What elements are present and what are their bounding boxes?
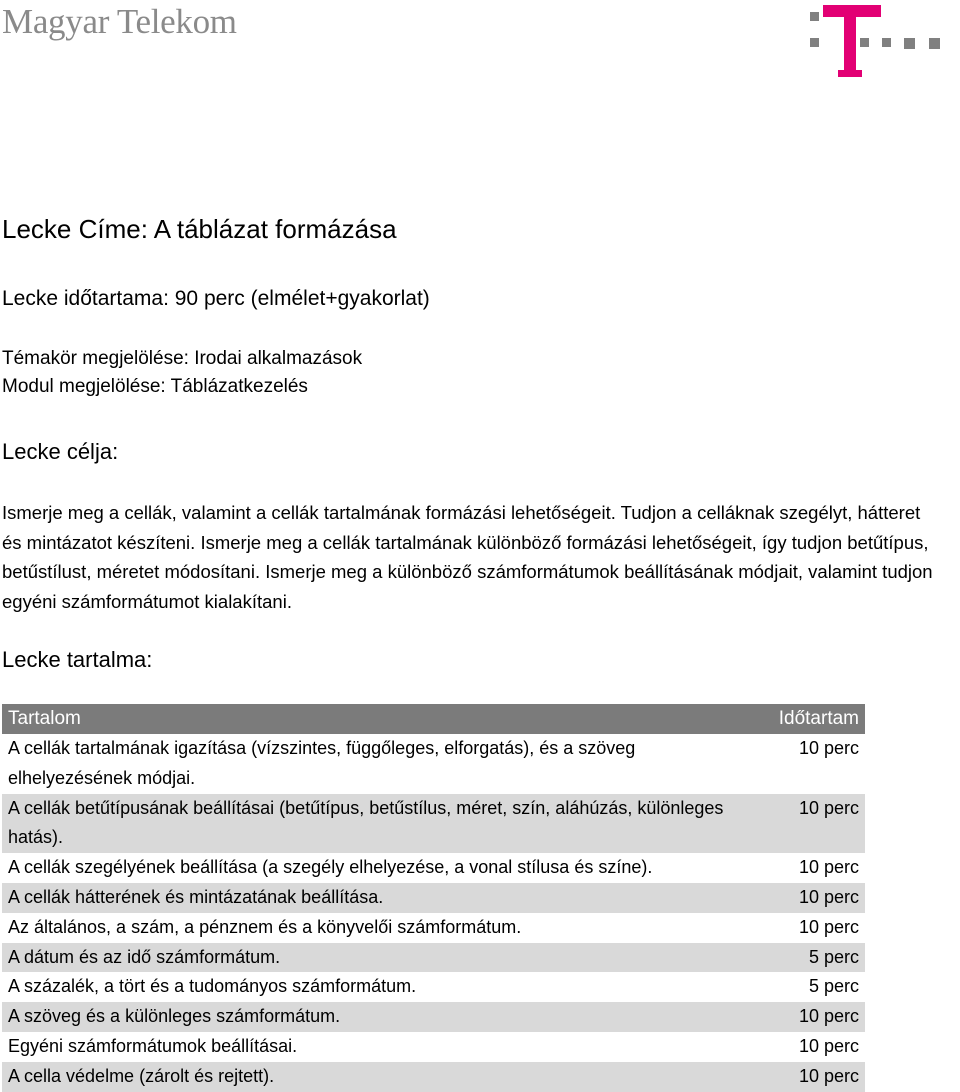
row-content: A dátum és az idő számformátum. bbox=[2, 943, 744, 973]
table-row bbox=[2, 1062, 865, 1092]
row-duration: 10 perc bbox=[744, 1002, 865, 1032]
table-row bbox=[2, 972, 865, 1002]
brand-name: Magyar Telekom bbox=[2, 2, 237, 41]
row-duration: 10 perc bbox=[798, 738, 859, 758]
topic-label: Témakör megjelölése: Irodai alkalmazások bbox=[2, 348, 363, 369]
table-row bbox=[2, 734, 865, 794]
table-row bbox=[2, 853, 865, 883]
row-content: A szöveg és a különleges számformátum. bbox=[2, 1002, 744, 1032]
row-content: A cellák szegélyének beállítása (a szegély elhelyezése, a vonal stílusa és színe). bbox=[8, 857, 653, 878]
table-row bbox=[2, 1002, 865, 1032]
content-column-header: Tartalom bbox=[2, 704, 744, 734]
content-table bbox=[2, 704, 865, 1092]
content-heading: Lecke tartalma: bbox=[2, 647, 153, 672]
row-duration: 10 perc bbox=[744, 1062, 865, 1092]
goal-heading: Lecke célja: bbox=[2, 439, 119, 464]
row-content: Egyéni számformátumok beállításai. bbox=[8, 1035, 298, 1056]
lesson-title: Lecke Címe: A táblázat formázása bbox=[2, 214, 397, 244]
row-content: A cellák betűtípusának beállításai (betűtípus, betűstílus, méret, szín, aláhúzás, különleges hatás). bbox=[2, 794, 744, 854]
duration-column-header: Időtartam bbox=[744, 704, 865, 734]
table-row bbox=[2, 943, 865, 973]
row-content: A cella védelme (zárolt és rejtett). bbox=[2, 1062, 744, 1092]
row-duration: 10 perc bbox=[798, 1035, 859, 1056]
row-duration: 10 perc bbox=[744, 883, 865, 913]
table-header-row bbox=[2, 704, 865, 734]
row-duration: 5 perc bbox=[744, 943, 865, 973]
table-row bbox=[2, 913, 865, 943]
row-duration: 10 perc bbox=[798, 916, 859, 937]
row-content: A cellák hátterének és mintázatának beállítása. bbox=[2, 883, 744, 913]
row-content: A cellák tartalmának igazítása (vízszintes, függőleges, elforgatás), és a szöveg elhelyezésének módjai. bbox=[8, 738, 636, 788]
row-duration: 10 perc bbox=[798, 857, 859, 878]
telekom-t-logo-icon bbox=[800, 0, 960, 80]
goal-paragraph: Ismerje meg a cellák, valamint a cellák tartalmának formázási lehetőségeit. Tudjon a celláknak szegélyt, hátteret és mintázatot készíteni. Ismerje meg a cellák tartalmának különböző formázási lehetőségeit, így tudjon betűtípus, betűstílust, méretet módosítani. Ismerje meg a különböző számformátumok beállításának módjait, valamint tudjon egyéni számformátumot kialakítani. bbox=[2, 502, 933, 612]
row-duration: 5 perc bbox=[808, 976, 859, 997]
row-duration: 10 perc bbox=[744, 794, 865, 854]
row-content: Az általános, a szám, a pénznem és a könyvelői számformátum. bbox=[8, 916, 522, 937]
lesson-duration: Lecke időtartama: 90 perc (elmélet+gyakorlat) bbox=[2, 287, 430, 310]
row-content: A százalék, a tört és a tudományos számformátum. bbox=[8, 976, 417, 997]
table-row bbox=[2, 794, 865, 854]
table-row bbox=[2, 883, 865, 913]
module-label: Modul megjelölése: Táblázatkezelés bbox=[2, 376, 308, 397]
table-row bbox=[2, 1032, 865, 1062]
